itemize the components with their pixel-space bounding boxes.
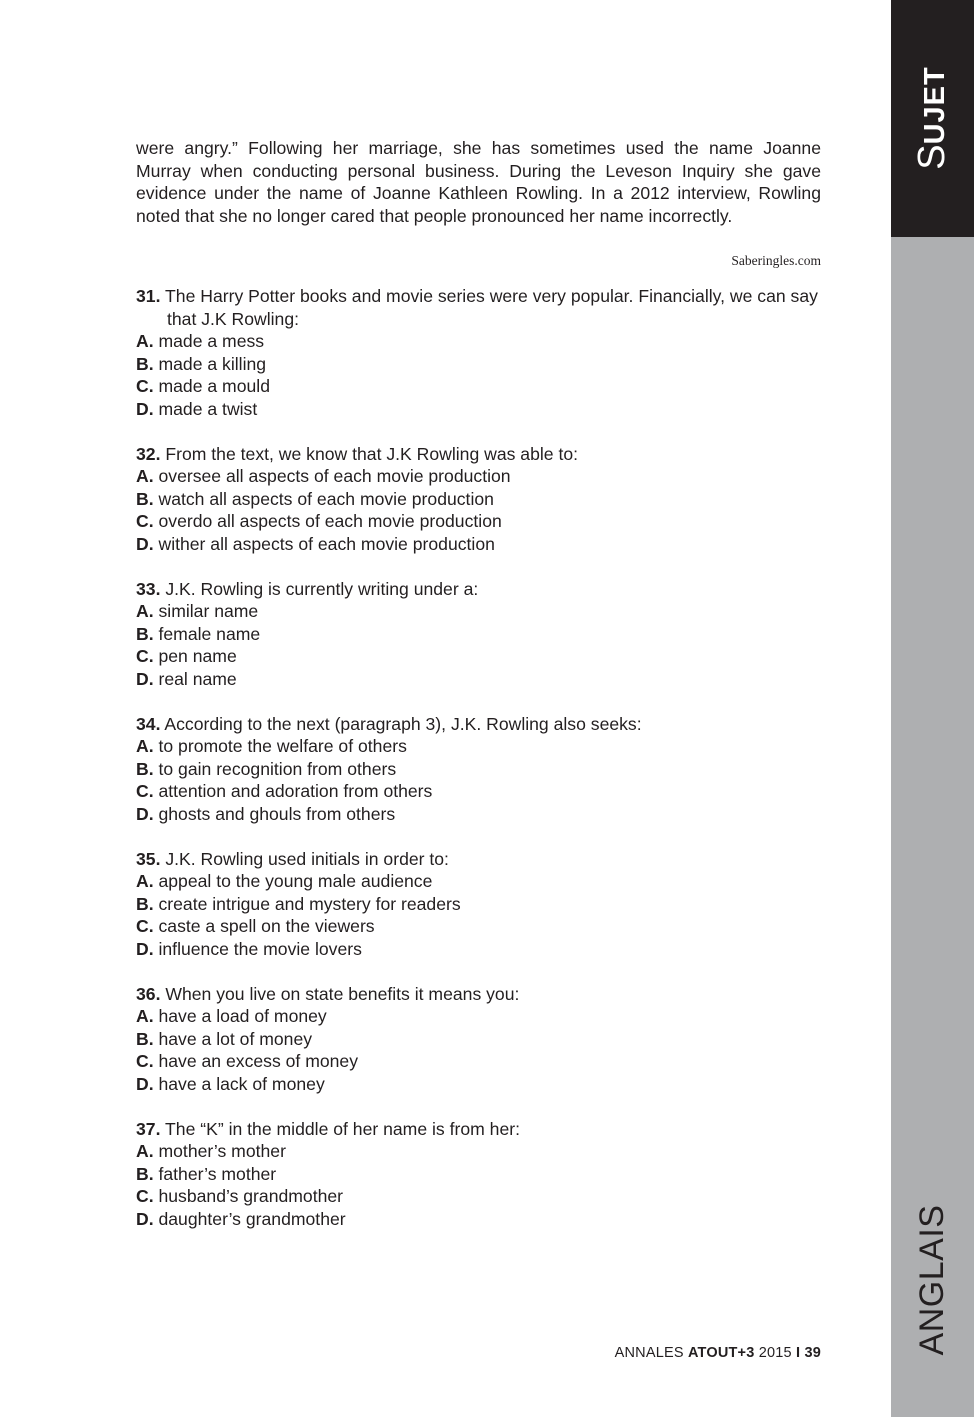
- question-text: According to the next (paragraph 3), J.K. Rowling also seeks:: [164, 713, 642, 734]
- option-letter: A.: [136, 466, 154, 486]
- option-text: influence the movie lovers: [158, 938, 362, 959]
- option-letter: A.: [136, 1006, 154, 1026]
- question-stem: [136, 848, 821, 871]
- option-letter: B.: [136, 1163, 154, 1184]
- answer-option: [136, 1028, 821, 1051]
- option-letter: A.: [136, 601, 154, 621]
- question-number: 32.: [136, 443, 161, 464]
- answer-option: [136, 488, 821, 511]
- option-letter: B.: [136, 623, 154, 644]
- page-content: [136, 137, 821, 1253]
- answer-option: [136, 870, 821, 893]
- option-letter: B.: [136, 758, 154, 779]
- option-text: wither all aspects of each movie production: [158, 533, 495, 554]
- footer-prefix: ANNALES: [614, 1345, 688, 1361]
- answer-option: [136, 668, 821, 691]
- answer-option: [136, 758, 821, 781]
- option-text: made a mould: [158, 376, 270, 396]
- question-text: The “K” in the middle of her name is from her:: [165, 1118, 520, 1139]
- option-letter: A.: [136, 871, 154, 891]
- option-text: appeal to the young male audience: [158, 871, 433, 891]
- answer-option: [136, 780, 821, 803]
- option-letter: D.: [136, 803, 154, 824]
- answer-option: [136, 645, 821, 668]
- answer-option: [136, 735, 821, 758]
- question-31: [136, 285, 821, 420]
- answer-option: [136, 1050, 821, 1073]
- option-text: caste a spell on the viewers: [158, 916, 375, 936]
- question-text: When you live on state benefits it means you:: [165, 983, 520, 1004]
- option-letter: C.: [136, 1051, 154, 1071]
- option-letter: C.: [136, 916, 154, 936]
- sidebar: [891, 0, 974, 1417]
- option-letter: B.: [136, 353, 154, 374]
- page-number: 39: [800, 1345, 821, 1361]
- option-text: daughter’s grandmother: [158, 1208, 346, 1229]
- question-text: J.K. Rowling used initials in order to:: [165, 848, 449, 869]
- source-credit: Saberingles.com: [731, 253, 821, 268]
- section-label-rest: UJET: [919, 66, 951, 145]
- sidebar-section-tab: [891, 0, 974, 237]
- option-text: attention and adoration from others: [158, 781, 433, 801]
- question-stem: [136, 578, 821, 601]
- question-stem: [136, 1118, 821, 1141]
- subject-label: ANGLAIS: [913, 1204, 951, 1356]
- answer-option: [136, 353, 821, 376]
- footer-separator: I: [796, 1345, 801, 1361]
- option-letter: D.: [136, 1073, 154, 1094]
- question-number: 35.: [136, 848, 161, 869]
- option-text: ghosts and ghouls from others: [158, 803, 396, 824]
- answer-option: [136, 375, 821, 398]
- answer-option: [136, 803, 821, 826]
- option-text: father’s mother: [158, 1163, 277, 1184]
- option-text: create intrigue and mystery for readers: [158, 893, 461, 914]
- option-text: pen name: [158, 646, 237, 666]
- answer-option: [136, 623, 821, 646]
- answer-option: [136, 510, 821, 533]
- question-text: J.K. Rowling is currently writing under a:: [165, 578, 479, 599]
- option-letter: B.: [136, 893, 154, 914]
- footer-year: 2015: [754, 1345, 796, 1361]
- question-stem: [136, 285, 821, 330]
- question-stem: [136, 983, 821, 1006]
- question-32: [136, 443, 821, 556]
- question-number: 34.: [136, 713, 161, 734]
- question-number: 31.: [136, 286, 161, 306]
- option-letter: C.: [136, 781, 154, 801]
- question-33: [136, 578, 821, 691]
- option-letter: C.: [136, 1186, 154, 1206]
- answer-option: [136, 1185, 821, 1208]
- option-letter: D.: [136, 398, 154, 419]
- option-text: oversee all aspects of each movie production: [158, 466, 511, 486]
- option-letter: B.: [136, 1028, 154, 1049]
- option-text: made a mess: [158, 331, 265, 351]
- option-text: husband’s grandmother: [158, 1186, 344, 1206]
- question-stem: [136, 443, 821, 466]
- answer-option: [136, 1163, 821, 1186]
- option-text: female name: [158, 623, 261, 644]
- footer-brand: ATOUT+3: [687, 1345, 755, 1361]
- question-36: [136, 983, 821, 1096]
- answer-option: [136, 398, 821, 421]
- option-text: to gain recognition from others: [158, 758, 397, 779]
- section-label-initial: S: [911, 144, 953, 170]
- question-number: 37.: [136, 1118, 161, 1139]
- answer-option: [136, 330, 821, 353]
- question-text: From the text, we know that J.K Rowling was able to:: [165, 443, 579, 464]
- answer-option: [136, 893, 821, 916]
- intro-paragraph: were angry.” Following her marriage, she has sometimes used the name Joanne Murray when conducting personal business. During the Leveson Inquiry she gave evidence under the name of Joanne Kathleen Rowling. In a 2012 interview, Rowling noted that she no longer cared that people pronounced her name incorrectly.: [136, 138, 821, 226]
- option-letter: C.: [136, 511, 154, 531]
- option-letter: A.: [136, 1141, 154, 1161]
- option-text: to promote the welfare of others: [158, 736, 407, 756]
- option-text: similar name: [158, 601, 259, 621]
- option-letter: C.: [136, 376, 154, 396]
- question-number: 36.: [136, 983, 161, 1004]
- answer-option: [136, 1140, 821, 1163]
- question-number: 33.: [136, 578, 161, 599]
- option-letter: A.: [136, 736, 154, 756]
- option-text: overdo all aspects of each movie production: [158, 511, 502, 531]
- option-text: have a load of money: [158, 1006, 327, 1026]
- question-35: [136, 848, 821, 961]
- answer-option: [136, 1005, 821, 1028]
- option-text: have a lot of money: [158, 1028, 313, 1049]
- section-label-sujet: [913, 66, 951, 170]
- question-37: [136, 1118, 821, 1231]
- question-stem: [136, 713, 821, 736]
- answer-option: [136, 1208, 821, 1231]
- option-text: made a twist: [158, 398, 258, 419]
- option-text: have a lack of money: [158, 1073, 325, 1094]
- answer-option: [136, 915, 821, 938]
- option-letter: C.: [136, 646, 154, 666]
- option-text: mother’s mother: [158, 1141, 286, 1161]
- option-text: real name: [158, 668, 237, 689]
- option-text: watch all aspects of each movie production: [158, 488, 494, 509]
- option-letter: D.: [136, 533, 154, 554]
- option-letter: D.: [136, 668, 154, 689]
- question-list: [136, 285, 821, 1230]
- page-footer: [615, 1345, 821, 1361]
- question-34: [136, 713, 821, 826]
- option-letter: D.: [136, 938, 154, 959]
- option-text: made a killing: [158, 353, 267, 374]
- question-text: The Harry Potter books and movie series were very popular. Financially, we can say that J.K Rowling:: [165, 286, 818, 329]
- option-letter: D.: [136, 1208, 154, 1229]
- answer-option: [136, 1073, 821, 1096]
- answer-option: [136, 465, 821, 488]
- option-letter: A.: [136, 331, 154, 351]
- answer-option: [136, 938, 821, 961]
- answer-option: [136, 600, 821, 623]
- option-letter: B.: [136, 488, 154, 509]
- answer-option: [136, 533, 821, 556]
- option-text: have an excess of money: [158, 1051, 358, 1071]
